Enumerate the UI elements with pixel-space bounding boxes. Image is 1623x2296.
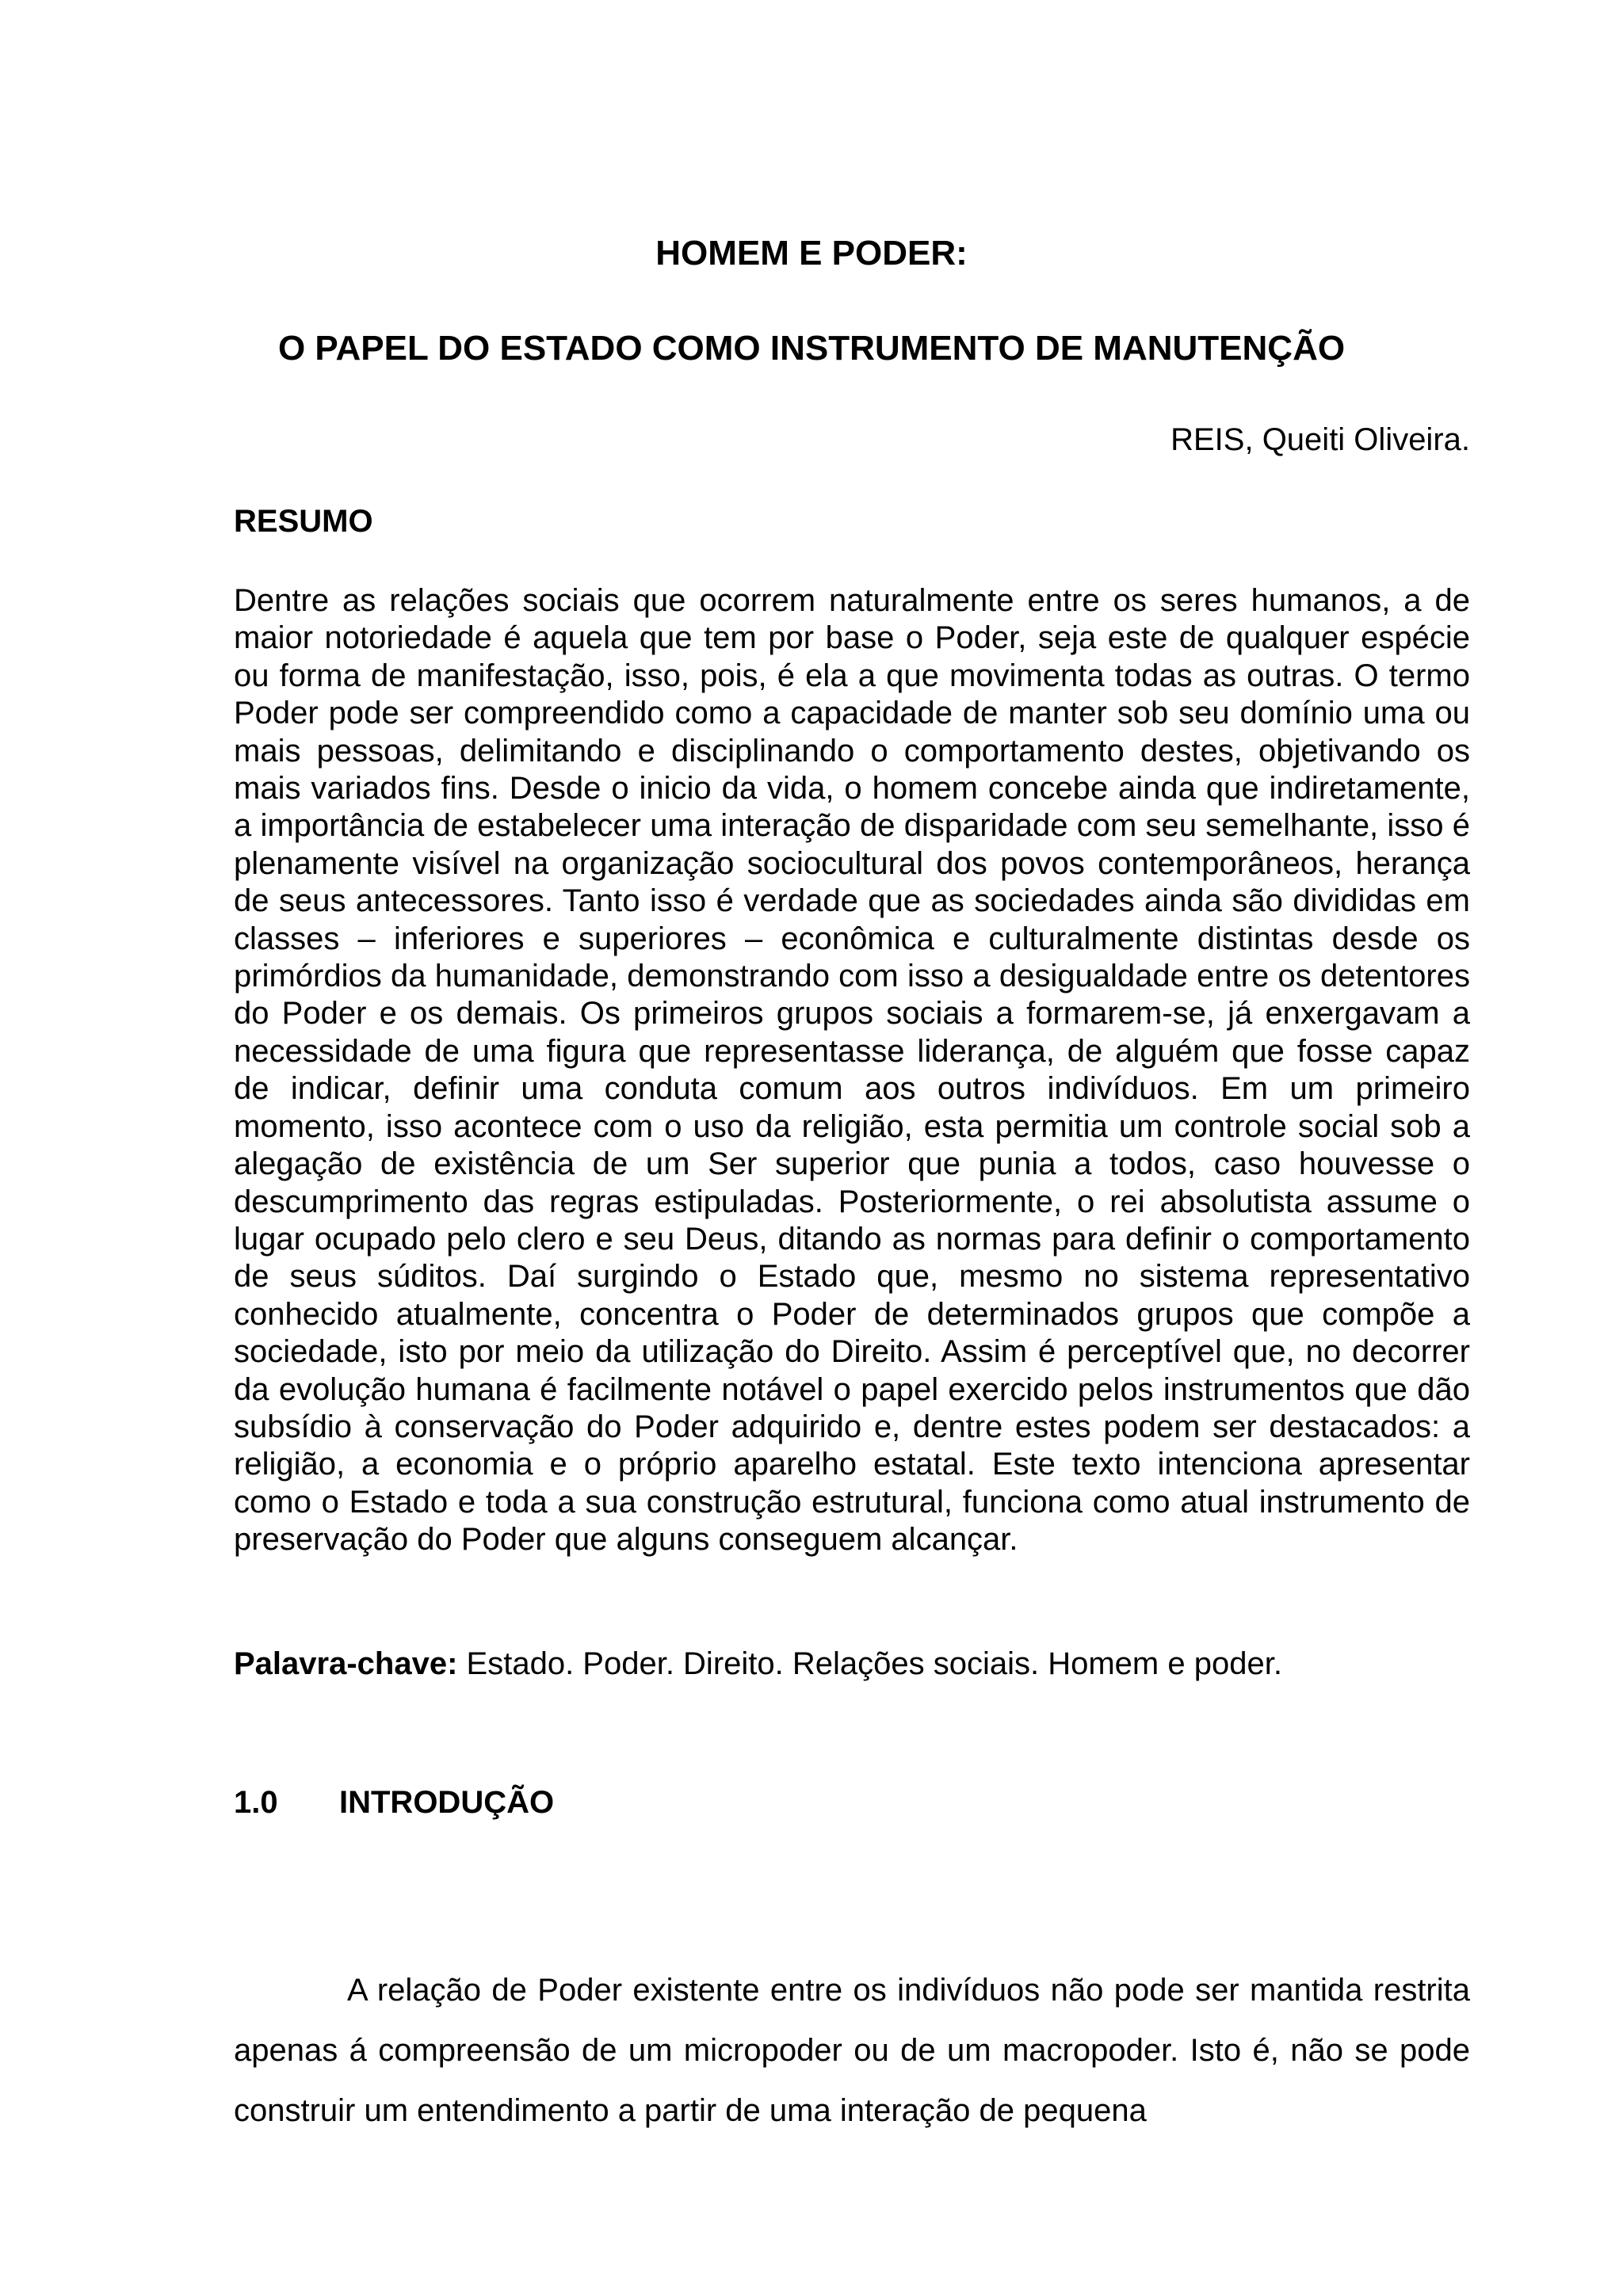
author-name: REIS, Queiti Oliveira. — [1170, 422, 1470, 457]
section-title: INTRODUÇÃO — [339, 1785, 555, 1820]
keywords-line — [234, 1644, 1470, 1684]
keywords-text: Estado. Poder. Direito. Relações sociais. Homem e poder. — [466, 1646, 1282, 1681]
document-title-line-2: O PAPEL DO ESTADO COMO INSTRUMENTO DE MANUTENÇÃO — [277, 329, 1346, 368]
abstract-body: Dentre as relações sociais que ocorrem naturalmente entre os seres humanos, a de maior notoriedade é aquela que tem por base o Poder, seja este de qualquer espécie ou forma de manifestação, isso, pois, é ela a que movimenta todas as outras. O termo Poder pode ser compreendido como a capacidade de manter sob seu domínio uma ou mais pessoas, delimitando e disciplinando o comportamento destes, objetivando os mais variados fins. Desde o inicio da vida, o homem concebe ainda que indiretamente, a importância de estabelecer uma interação de disparidade com seu semelhante, isso é plenamente visível na organização sociocultural dos povos contemporâneos, herança de seus antecessores. Tanto isso é verdade que as sociedades ainda são divididas em classes – inferiores e superiores – econômica e culturalmente distintas desde os primórdios da humanidade, demonstrando com isso a desigualdade entre os detentores do Poder e os demais. Os primeiros grupos sociais a formarem-se, já enxergavam a necessidade de uma figura que representasse liderança, de alguém que fosse capaz de indicar, definir uma conduta comum aos outros indivíduos. Em um primeiro momento, isso acontece com o uso da religião, esta permitia um controle social sob a alegação de existência de um Ser superior que punia a todos, caso houvesse o descumprimento das regras estipuladas. Posteriormente, o rei absolutista assume o lugar ocupado pelo clero e seu Deus, ditando as normas para definir o comportamento de seus súditos. Daí surgindo o Estado que, mesmo no sistema representativo conhecido atualmente, concentra o Poder de determinados grupos que compõe a sociedade, isto por meio da utilização do Direito. Assim é perceptível que, no decorrer da evolução humana é facilmente notável o papel exercido pelos instrumentos que dão subsídio à conservação do Poder adquirido e, dentre estes podem ser destacados: a religião, a economia e o próprio aparelho estatal. Este texto intenciona apresentar como o Estado e toda a sua construção estrutural, funciona como atual instrumento de preservação do Poder que alguns conseguem alcançar. — [234, 583, 1470, 1558]
document-title-line-1: HOMEM E PODER: — [655, 234, 968, 273]
introduction-paragraph: A relação de Poder existente entre os indivíduos não pode ser mantida restrita apenas á compreensão de um micropoder ou de um macropoder. Isto é, não se pode construir um entendimento a partir de uma interação de pequena — [234, 1973, 1470, 2128]
section-heading-introduction — [234, 1783, 554, 1822]
section-number: 1.0 — [234, 1785, 278, 1820]
abstract-heading: RESUMO — [234, 504, 373, 539]
keywords-label: Palavra-chave: — [234, 1646, 458, 1681]
